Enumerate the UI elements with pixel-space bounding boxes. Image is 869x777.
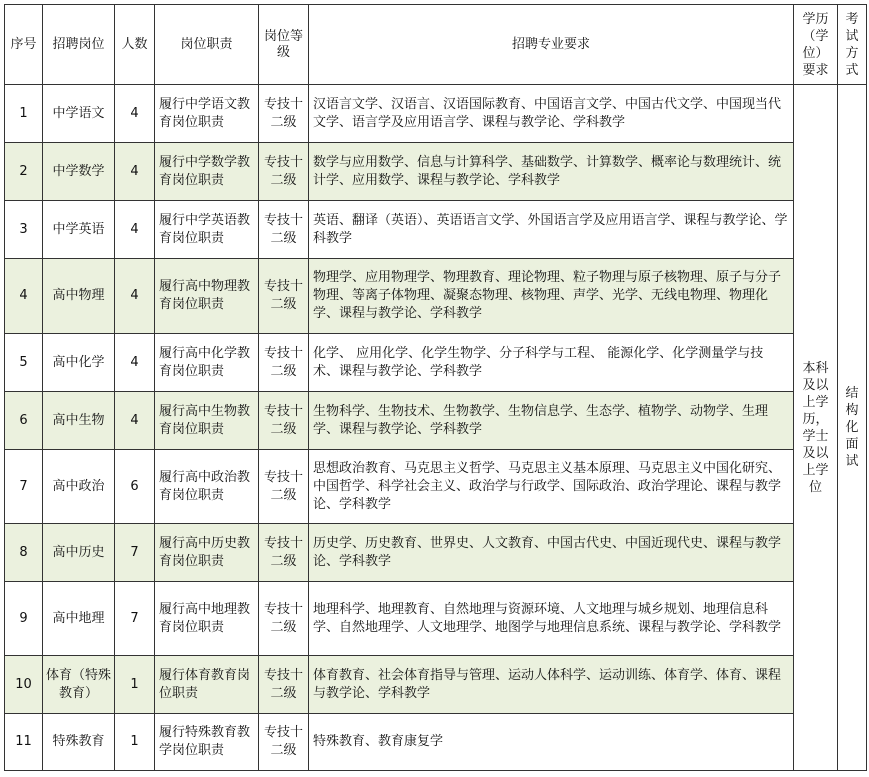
cell-count: 4	[115, 392, 155, 450]
cell-duty: 履行高中地理教育岗位职责	[155, 582, 259, 656]
cell-seq: 6	[5, 392, 43, 450]
cell-duty: 履行高中化学教育岗位职责	[155, 334, 259, 392]
cell-count: 4	[115, 143, 155, 201]
header-duty: 岗位职责	[155, 5, 259, 85]
table-row	[5, 450, 867, 524]
cell-position: 体育（特殊教育）	[43, 656, 115, 714]
cell-seq: 5	[5, 334, 43, 392]
cell-major: 地理科学、地理教育、自然地理与资源环境、人文地理与城乡规划、地理信息科学、自然地理学、人文地理学、地图学与地理信息系统、课程与教学论、学科教学	[309, 582, 794, 656]
cell-count: 4	[115, 201, 155, 259]
cell-position: 中学数学	[43, 143, 115, 201]
cell-grade: 专技十二级	[259, 201, 309, 259]
cell-duty: 履行中学数学教育岗位职责	[155, 143, 259, 201]
cell-duty: 履行中学英语教育岗位职责	[155, 201, 259, 259]
header-grade: 岗位等级	[259, 5, 309, 85]
table-row	[5, 259, 867, 334]
cell-position: 中学语文	[43, 85, 115, 143]
cell-duty: 履行高中物理教育岗位职责	[155, 259, 259, 334]
cell-count: 1	[115, 714, 155, 771]
header-education: 学历（学位）要求	[794, 5, 838, 85]
cell-major: 历史学、历史教育、世界史、人文教育、中国古代史、中国近现代史、课程与教学论、学科教学	[309, 524, 794, 582]
cell-position: 高中生物	[43, 392, 115, 450]
cell-grade: 专技十二级	[259, 656, 309, 714]
cell-position: 高中物理	[43, 259, 115, 334]
cell-seq: 2	[5, 143, 43, 201]
table-row	[5, 334, 867, 392]
table-row	[5, 201, 867, 259]
cell-major: 体育教育、社会体育指导与管理、运动人体科学、运动训练、体育学、体育、课程与教学论、学科教学	[309, 656, 794, 714]
cell-position: 高中历史	[43, 524, 115, 582]
cell-count: 4	[115, 259, 155, 334]
cell-grade: 专技十二级	[259, 259, 309, 334]
header-major: 招聘专业要求	[309, 5, 794, 85]
exam-method: 结构化面试	[838, 85, 867, 771]
cell-grade: 专技十二级	[259, 392, 309, 450]
cell-seq: 1	[5, 85, 43, 143]
cell-major: 特殊教育、教育康复学	[309, 714, 794, 771]
cell-count: 1	[115, 656, 155, 714]
cell-count: 4	[115, 85, 155, 143]
header-seq: 序号	[5, 5, 43, 85]
cell-major: 化学、 应用化学、化学生物学、分子科学与工程、 能源化学、化学测量学与技术、课程与教学论、学科教学	[309, 334, 794, 392]
cell-seq: 11	[5, 714, 43, 771]
cell-duty: 履行高中历史教育岗位职责	[155, 524, 259, 582]
cell-count: 4	[115, 334, 155, 392]
table-row	[5, 85, 867, 143]
cell-grade: 专技十二级	[259, 334, 309, 392]
table-row	[5, 524, 867, 582]
cell-major: 物理学、应用物理学、物理教育、理论物理、粒子物理与原子核物理、原子与分子物理、等离子体物理、凝聚态物理、核物理、声学、光学、无线电物理、物理化学、课程与教学论、学科教学	[309, 259, 794, 334]
cell-duty: 履行高中生物教育岗位职责	[155, 392, 259, 450]
header-position: 招聘岗位	[43, 5, 115, 85]
cell-duty: 履行特殊教育教学岗位职责	[155, 714, 259, 771]
table-row	[5, 143, 867, 201]
cell-major: 英语、翻译（英语）、英语语言文学、外国语言学及应用语言学、课程与教学论、学科教学	[309, 201, 794, 259]
cell-seq: 8	[5, 524, 43, 582]
cell-grade: 专技十二级	[259, 85, 309, 143]
table-row	[5, 714, 867, 771]
cell-position: 特殊教育	[43, 714, 115, 771]
cell-duty: 履行体育教育岗位职责	[155, 656, 259, 714]
cell-count: 7	[115, 524, 155, 582]
cell-grade: 专技十二级	[259, 143, 309, 201]
cell-position: 高中政治	[43, 450, 115, 524]
cell-seq: 10	[5, 656, 43, 714]
cell-grade: 专技十二级	[259, 714, 309, 771]
cell-position: 高中化学	[43, 334, 115, 392]
recruitment-table	[4, 4, 867, 771]
cell-grade: 专技十二级	[259, 524, 309, 582]
cell-grade: 专技十二级	[259, 582, 309, 656]
cell-seq: 9	[5, 582, 43, 656]
cell-major: 生物科学、生物技术、生物教学、生物信息学、生态学、植物学、动物学、生理学、课程与教学论、学科教学	[309, 392, 794, 450]
cell-major: 思想政治教育、马克思主义哲学、马克思主义基本原理、马克思主义中国化研究、中国哲学、科学社会主义、政治学与行政学、国际政治、政治学理论、课程与教学论、学科教学	[309, 450, 794, 524]
cell-count: 6	[115, 450, 155, 524]
cell-seq: 4	[5, 259, 43, 334]
cell-major: 汉语言文学、汉语言、汉语国际教育、中国语言文学、中国古代文学、中国现当代文学、语言学及应用语言学、课程与教学论、学科教学	[309, 85, 794, 143]
header-row	[5, 5, 867, 85]
cell-position: 中学英语	[43, 201, 115, 259]
table-body	[5, 85, 867, 771]
cell-major: 数学与应用数学、信息与计算科学、基础数学、计算数学、概率论与数理统计、统计学、应用数学、课程与教学论、学科教学	[309, 143, 794, 201]
education-requirement: 本科及以上学历，学士及以上学位	[794, 85, 838, 771]
cell-seq: 7	[5, 450, 43, 524]
table-row	[5, 582, 867, 656]
table-row	[5, 656, 867, 714]
cell-position: 高中地理	[43, 582, 115, 656]
cell-count: 7	[115, 582, 155, 656]
cell-grade: 专技十二级	[259, 450, 309, 524]
cell-duty: 履行高中政治教育岗位职责	[155, 450, 259, 524]
header-count: 人数	[115, 5, 155, 85]
cell-seq: 3	[5, 201, 43, 259]
table-row	[5, 392, 867, 450]
header-exam: 考试方式	[838, 5, 867, 85]
cell-duty: 履行中学语文教育岗位职责	[155, 85, 259, 143]
